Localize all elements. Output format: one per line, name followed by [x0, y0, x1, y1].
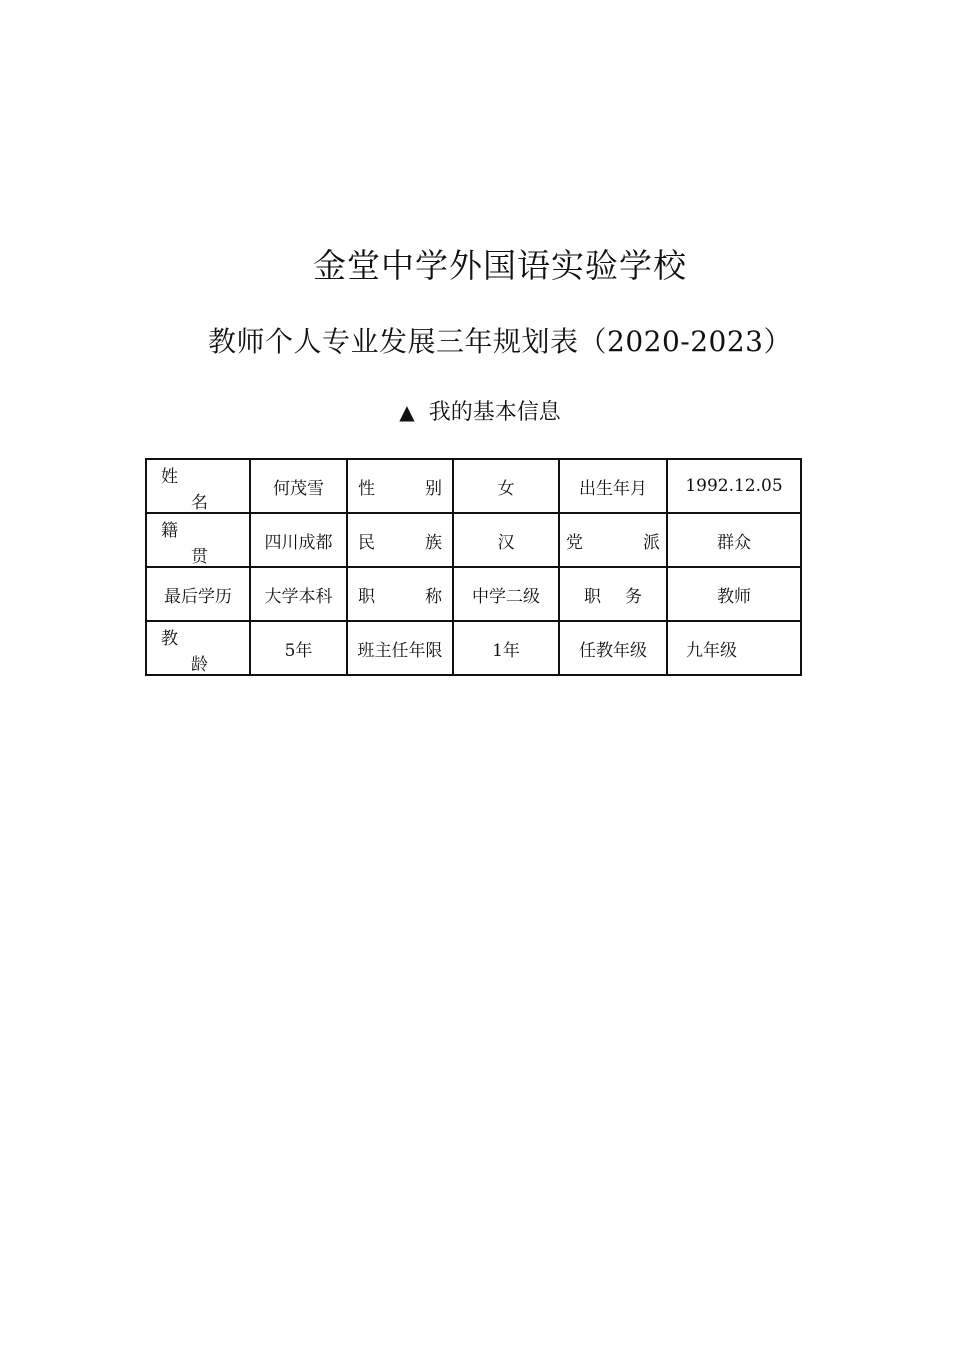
- table-row: [146, 513, 801, 567]
- teaching-years-value: 5年: [250, 621, 347, 675]
- grade-label: 任教年级: [559, 621, 667, 675]
- section-heading-text: 我的基本信息: [428, 400, 561, 425]
- origin-label-cell: [146, 513, 250, 567]
- teaching-years-label-char-1: 教: [161, 629, 178, 649]
- table-row: [146, 459, 801, 513]
- name-label-char-1: 姓: [161, 467, 178, 487]
- ethnicity-label-char-1: 民: [358, 532, 375, 553]
- gender-label-char-1: 性: [358, 478, 375, 499]
- gender-label-cell: [347, 459, 453, 513]
- position-label-cell: [559, 567, 667, 621]
- table-row: [146, 567, 801, 621]
- ethnicity-value: 汉: [453, 513, 559, 567]
- table-row: [146, 621, 801, 675]
- origin-label-char-1: 籍: [161, 521, 178, 541]
- name-label-char-2: 名: [191, 493, 208, 513]
- birth-value: 1992.12.05: [667, 459, 801, 513]
- position-value: 教师: [667, 567, 801, 621]
- party-label-char-2: 派: [643, 532, 660, 553]
- head-teacher-value: 1年: [453, 621, 559, 675]
- education-label: 最后学历: [146, 567, 250, 621]
- triangle-marker-icon: ▲: [399, 400, 415, 424]
- party-label-char-1: 党: [566, 532, 583, 553]
- grade-value: 九年级: [667, 621, 801, 675]
- title-label-char-1: 职: [358, 586, 375, 607]
- title-label-char-2: 称: [425, 586, 442, 607]
- ethnicity-label-char-2: 族: [425, 532, 442, 553]
- teaching-years-label-char-2: 龄: [191, 655, 208, 675]
- section-heading: [0, 395, 960, 426]
- origin-label-char-2: 贯: [191, 547, 208, 567]
- basic-info-table: [145, 458, 802, 676]
- ethnicity-label-cell: [347, 513, 453, 567]
- plan-title: 教师个人专业发展三年规划表（2020-2023）: [208, 325, 792, 358]
- birth-label: 出生年月: [559, 459, 667, 513]
- education-value: 大学本科: [250, 567, 347, 621]
- teaching-years-label-cell: [146, 621, 250, 675]
- position-label-char-2: 务: [625, 586, 642, 607]
- position-label-char-1: 职: [584, 586, 601, 607]
- party-value: 群众: [667, 513, 801, 567]
- school-title: 金堂中学外国语实验学校: [313, 246, 687, 285]
- title-label-cell: [347, 567, 453, 621]
- gender-label-char-2: 别: [425, 478, 442, 499]
- origin-value: 四川成都: [250, 513, 347, 567]
- name-label-cell: [146, 459, 250, 513]
- head-teacher-label: 班主任年限: [347, 621, 453, 675]
- party-label-cell: [559, 513, 667, 567]
- title-value: 中学二级: [453, 567, 559, 621]
- gender-value: 女: [453, 459, 559, 513]
- name-value: 何茂雪: [250, 459, 347, 513]
